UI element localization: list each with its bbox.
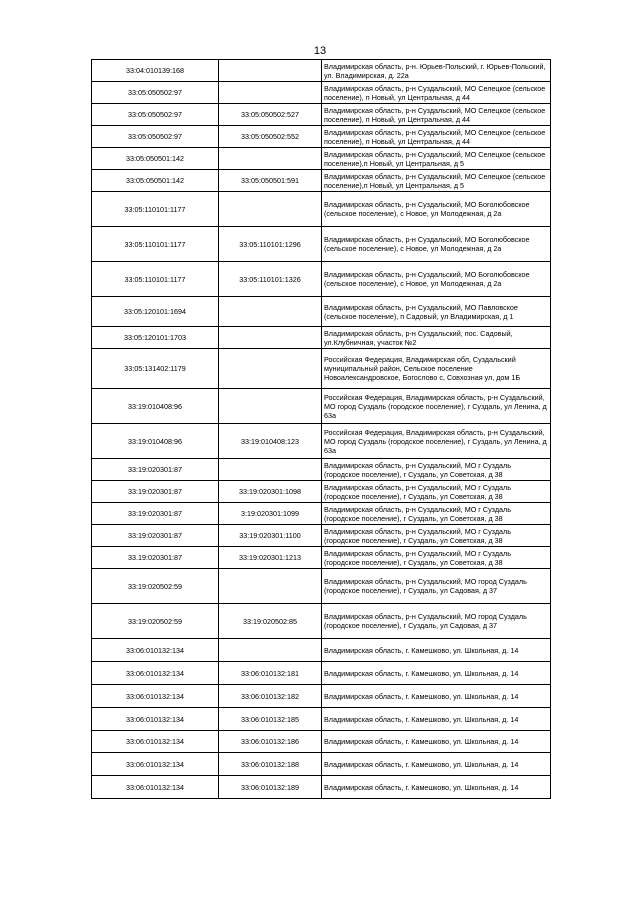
parcel-number-cell: 33:05:050502:97 (92, 82, 219, 104)
parcel-number-cell: 33:19:020502:59 (92, 604, 219, 639)
address-cell: Владимирская область, г. Камешково, ул. Школьная, д. 14 (322, 776, 551, 799)
address-cell: Владимирская область, р-н Суздальский, МО г Суздаль (городское поселение), г Суздаль, ул Советская, д 38 (322, 525, 551, 547)
table-row (92, 481, 551, 503)
object-number-cell (219, 297, 322, 327)
parcel-number-cell: 33:19:010408:96 (92, 424, 219, 459)
object-number-cell: 33:06:010132:185 (219, 708, 322, 731)
parcel-number-cell: 33:06:010132:134 (92, 662, 219, 685)
address-cell: Российская Федерация, Владимирская область, р-н Суздальский, МО город Суздаль (городское поселение), г Суздаль, ул Ленина, д 63а (322, 389, 551, 424)
address-cell: Владимирская область, р-н Суздальский, МО г Суздаль (городское поселение), г Суздаль, ул Советская, д 38 (322, 481, 551, 503)
table-row (92, 547, 551, 569)
table-row (92, 349, 551, 389)
address-cell: Владимирская область, р-н Суздальский, МО г Суздаль (городское поселение), г Суздаль, ул Советская, д 38 (322, 547, 551, 569)
parcel-number-cell: 33:05:050501:142 (92, 170, 219, 192)
object-number-cell (219, 327, 322, 349)
parcel-number-cell: 33:19:020301:87 (92, 459, 219, 481)
table-row (92, 60, 551, 82)
object-number-cell: 33:06:010132:182 (219, 685, 322, 708)
object-number-cell (219, 349, 322, 389)
parcel-number-cell: 33:06:010132:134 (92, 753, 219, 776)
object-number-cell: 33:19:010408:123 (219, 424, 322, 459)
parcel-number-cell: 33:06:010132:134 (92, 731, 219, 753)
address-cell: Владимирская область, р-н Суздальский, МО Боголюбовское (сельское поселение), с Новое, ул Молодежная, д 2а (322, 227, 551, 262)
object-number-cell: 33:19:020301:1213 (219, 547, 322, 569)
table-row (92, 525, 551, 547)
object-number-cell: 33:05:050501:591 (219, 170, 322, 192)
table-row (92, 262, 551, 297)
table-body (92, 60, 551, 799)
object-number-cell: 3:19:020301:1099 (219, 503, 322, 525)
object-number-cell (219, 569, 322, 604)
table-row (92, 731, 551, 753)
address-cell: Российская Федерация, Владимирская обл, Суздальский муниципальный район, Сельское поселение Новоалександровское, Богослово с, Совхозная ул, дом 1Б (322, 349, 551, 389)
address-cell: Владимирская область, г. Камешково, ул. Школьная, д. 14 (322, 753, 551, 776)
table-row (92, 662, 551, 685)
table-row (92, 604, 551, 639)
parcel-number-cell: 33:06:010132:134 (92, 685, 219, 708)
cadastral-table (91, 59, 551, 799)
address-cell: Владимирская область, р-н Суздальский, МО Селецкое (сельское поселение),п Новый, ул Центральная, д 5 (322, 170, 551, 192)
page-number: 13 (313, 45, 327, 57)
table-row (92, 104, 551, 126)
address-cell: Владимирская область, г. Камешково, ул. Школьная, д. 14 (322, 639, 551, 662)
object-number-cell: 33:19:020301:1100 (219, 525, 322, 547)
table-row (92, 459, 551, 481)
object-number-cell (219, 192, 322, 227)
table-row (92, 424, 551, 459)
table-row (92, 639, 551, 662)
parcel-number-cell: 33:05:050502:97 (92, 104, 219, 126)
object-number-cell (219, 60, 322, 82)
object-number-cell: 33:05:110101:1296 (219, 227, 322, 262)
address-cell: Владимирская область, р-н Суздальский, МО Селецкое (сельское поселение), п Новый, ул Центральная, д 44 (322, 82, 551, 104)
parcel-number-cell: 33.19:020301:87 (92, 547, 219, 569)
address-cell: Владимирская область, р-н Суздальский, МО Боголюбовское (сельское поселение), с Новое, ул Молодежная, д 2а (322, 262, 551, 297)
table-row (92, 776, 551, 799)
table-row (92, 685, 551, 708)
table-row (92, 170, 551, 192)
object-number-cell (219, 82, 322, 104)
table-row (92, 192, 551, 227)
parcel-number-cell: 33:06:010132:134 (92, 776, 219, 799)
object-number-cell (219, 148, 322, 170)
object-number-cell: 33:05:050502:552 (219, 126, 322, 148)
parcel-number-cell: 33:05:120101:1694 (92, 297, 219, 327)
parcel-number-cell: 33:05:110101:1177 (92, 192, 219, 227)
object-number-cell: 33:05:050502:527 (219, 104, 322, 126)
parcel-number-cell: 33:05:120101:1703 (92, 327, 219, 349)
address-cell: Владимирская область, р-н Суздальский, МО город Суздаль (городское поселение), г Суздаль, ул Садовая, д 37 (322, 569, 551, 604)
address-cell: Владимирская область, р-н Суздальский, МО Боголюбовское (сельское поселение), с Новое, ул Молодежная, д 2а (322, 192, 551, 227)
parcel-number-cell: 33:06:010132:134 (92, 639, 219, 662)
table-row (92, 148, 551, 170)
address-cell: Владимирская область, р-н Суздальский, МО город Суздаль (городское поселение), г Суздаль, ул Садовая, д 37 (322, 604, 551, 639)
address-cell: Владимирская область, р-н Суздальский, МО Селецкое (сельское поселение),п Новый, ул Центральная, д 5 (322, 148, 551, 170)
address-cell: Владимирская область, р-н Суздальский, МО Селецкое (сельское поселение), п Новый, ул Центральная, д 44 (322, 104, 551, 126)
address-cell: Владимирская область, р-н Суздальский, МО Павловское (сельское поселение), п Садовый, ул Владимирская, д 1 (322, 297, 551, 327)
address-cell: Российская Федерация, Владимирская область, р-н Суздальский, МО город Суздаль (городское поселение), г Суздаль, ул Ленина, д 63а (322, 424, 551, 459)
parcel-number-cell: 33:19:020301:87 (92, 503, 219, 525)
address-cell: Владимирская область, р-н Суздальский, пос. Садовый, ул.Клубничная, участок №2 (322, 327, 551, 349)
parcel-number-cell: 33:05:050502:97 (92, 126, 219, 148)
table-row (92, 327, 551, 349)
object-number-cell: 33:06:010132:189 (219, 776, 322, 799)
parcel-number-cell: 33:05:050501:142 (92, 148, 219, 170)
parcel-number-cell: 33:04:010139:168 (92, 60, 219, 82)
parcel-number-cell: 33:05:110101:1177 (92, 262, 219, 297)
address-cell: Владимирская область, р-н Суздальский, МО г Суздаль (городское поселение), г Суздаль, ул Советская, д 38 (322, 459, 551, 481)
object-number-cell: 33:05:110101:1326 (219, 262, 322, 297)
object-number-cell: 33:19:020301:1098 (219, 481, 322, 503)
object-number-cell (219, 639, 322, 662)
parcel-number-cell: 33:19:010408:96 (92, 389, 219, 424)
table-row (92, 297, 551, 327)
object-number-cell: 33:06:010132:186 (219, 731, 322, 753)
table-row (92, 227, 551, 262)
object-number-cell: 33:06:010132:188 (219, 753, 322, 776)
address-cell: Владимирская область, г. Камешково, ул. Школьная, д. 14 (322, 708, 551, 731)
parcel-number-cell: 33:06:010132:134 (92, 708, 219, 731)
parcel-number-cell: 33:05:110101:1177 (92, 227, 219, 262)
table-row (92, 708, 551, 731)
object-number-cell (219, 459, 322, 481)
table-row (92, 503, 551, 525)
table-row (92, 82, 551, 104)
object-number-cell: 33:06:010132:181 (219, 662, 322, 685)
parcel-number-cell: 33:19:020301:87 (92, 481, 219, 503)
parcel-number-cell: 33:05:131402:1179 (92, 349, 219, 389)
table-row (92, 389, 551, 424)
object-number-cell (219, 389, 322, 424)
table-row (92, 126, 551, 148)
address-cell: Владимирская область, г. Камешково, ул. Школьная, д. 14 (322, 685, 551, 708)
object-number-cell: 33:19:020502:85 (219, 604, 322, 639)
address-cell: Владимирская область, р-н Суздальский, МО г Суздаль (городское поселение), г Суздаль, ул Советская, д 38 (322, 503, 551, 525)
address-cell: Владимирская область, р-н. Юрьев-Польский, г. Юрьев-Польский, ул. Владимирская, д. 22а (322, 60, 551, 82)
address-cell: Владимирская область, г. Камешково, ул. Школьная, д. 14 (322, 662, 551, 685)
address-cell: Владимирская область, г. Камешково, ул. Школьная, д. 14 (322, 731, 551, 753)
table-row (92, 569, 551, 604)
address-cell: Владимирская область, р-н Суздальский, МО Селецкое (сельское поселение), п Новый, ул Центральная, д 44 (322, 126, 551, 148)
table-row (92, 753, 551, 776)
parcel-number-cell: 33:19:020502:59 (92, 569, 219, 604)
parcel-number-cell: 33:19:020301:87 (92, 525, 219, 547)
